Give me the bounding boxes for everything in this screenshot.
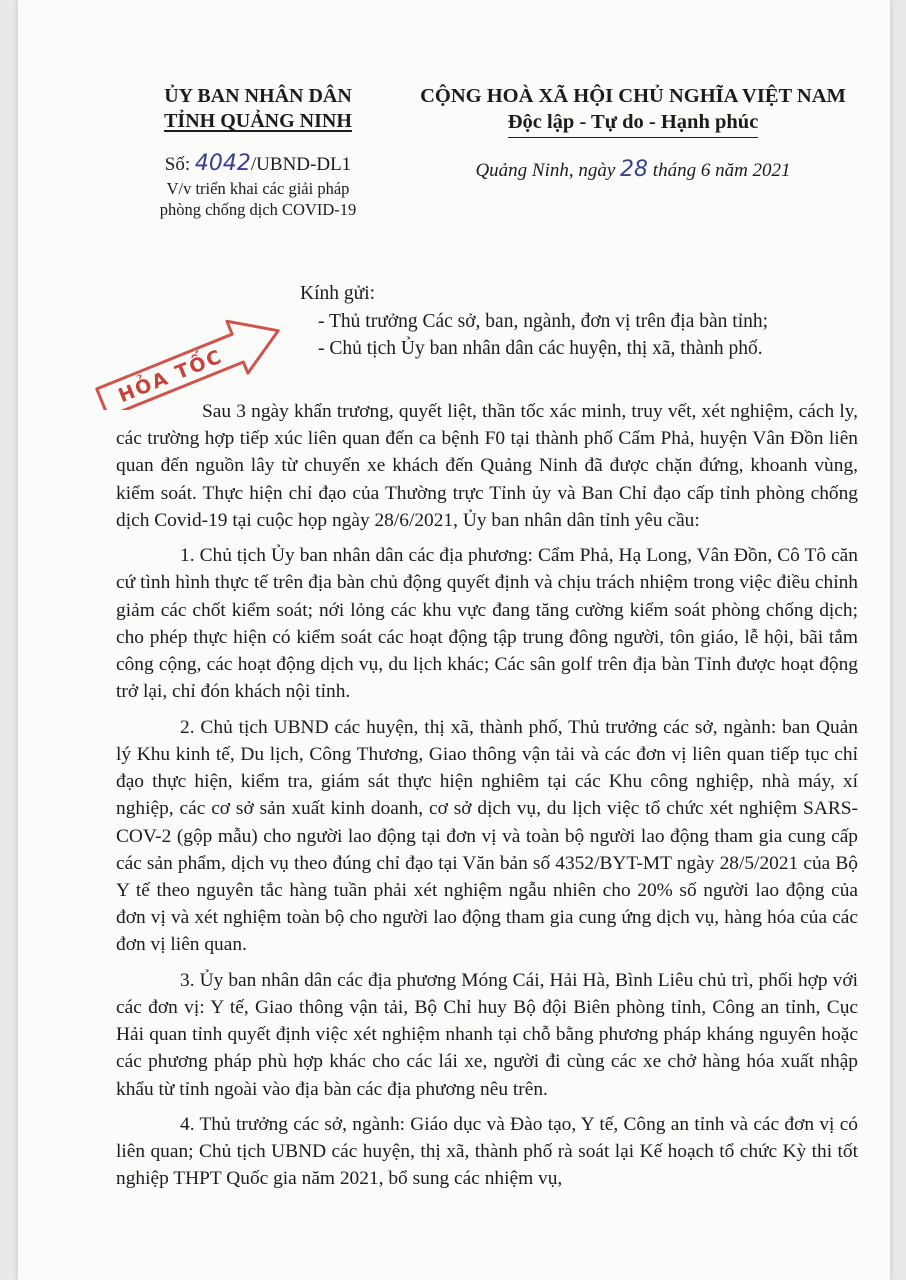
stamp-text: HỎA TỐC xyxy=(115,345,226,408)
issuing-agency-block xyxy=(138,84,378,220)
agency-name-line2 xyxy=(138,109,378,134)
agency-name-line2-text: TỈNH QUẢNG NINH xyxy=(164,110,352,132)
document-page xyxy=(18,0,890,1280)
doc-number-prefix: Số: xyxy=(164,154,195,175)
agency-name-line1: ỦY BAN NHÂN DÂN xyxy=(164,85,352,107)
date-suffix: tháng 6 năm 2021 xyxy=(648,160,791,182)
recipient-item: - Chủ tịch Ủy ban nhân dân các huyện, thị xã, thành phố. xyxy=(318,338,763,360)
body-paragraph-2: 2. Chủ tịch UBND các huyện, thị xã, thành phố, Thủ trưởng các sở, ngành: ban Quản lý Khu kinh tế, Du lịch, Công Thương, Giao thông vận tải và các đơn vị liên quan tiếp tục chỉ đạo thực hiện, kiểm tra, giám sát thực hiện nghiêm tại các Khu công nghiệp, nhà máy, xí nghiệp, các cơ sở sản xuất kinh doanh, cơ sở dịch vụ, du lịch việc tổ chức xét nghiệm SARS-COV-2 (gộp mẫu) cho người lao động tại đơn vị và toàn bộ người lao động tham gia cung cấp các sản phẩm, dịch vụ theo đúng chỉ đạo tại Văn bản số 4352/BYT-MT ngày 28/5/2021 của Bộ Y tế theo nguyên tắc hàng tuần phải xét nghiệm ngẫu nhiên cho 20% số người lao động của đơn vị và xét nghiệm toàn bộ cho người lao động tham gia cung ứng dịch vụ, hàng hóa của các đơn vị liên quan. xyxy=(116,716,858,956)
place-prefix: Quảng Ninh, ngày xyxy=(475,160,621,182)
doc-number-suffix: /UBND-DL1 xyxy=(250,154,352,175)
day-handwritten: 28 xyxy=(620,157,649,183)
national-motto: Độc lập - Tự do - Hạnh phúc xyxy=(508,110,759,139)
document-number xyxy=(138,150,378,178)
doc-number-handwritten: 4042 xyxy=(194,151,251,176)
recipients-block xyxy=(300,280,860,363)
recipients-label: Kính gửi: xyxy=(300,283,376,304)
body-paragraph-1: 1. Chủ tịch Ủy ban nhân dân các địa phương: Cẩm Phả, Hạ Long, Vân Đồn, Cô Tô căn cứ tình hình thực tế trên địa bàn chủ động quyết định và chịu trách nhiệm trong việc điều chỉnh giảm các chốt kiểm soát; nới lỏng các khu vực đang tăng cường kiểm soát phòng chống dịch; cho phép thực hiện có kiểm soát các hoạt động tập trung đông người, tôn giáo, lễ hội, bãi tắm công cộng, các hoạt động dịch vụ, du lịch khác; Các sân golf trên địa bàn Tỉnh được hoạt động trở lại, chỉ đón khách nội tỉnh. xyxy=(116,545,858,703)
body-paragraph-4: 4. Thủ trưởng các sở, ngành: Giáo dục và Đào tạo, Y tế, Công an tỉnh và các đơn vị có liên quan; Chủ tịch UBND các huyện, thị xã, thành phố rà soát lại Kế hoạch tổ chức Kỳ thi tốt nghiệp THPT Quốc gia năm 2021, bổ sung các nhiệm vụ, xyxy=(116,1113,858,1190)
nation-title: CỘNG HOÀ XÃ HỘI CHỦ NGHĨA VIỆT NAM xyxy=(420,85,846,107)
document-body xyxy=(116,398,858,1201)
urgent-stamp-icon xyxy=(68,300,288,410)
body-paragraph-3: 3. Ủy ban nhân dân các địa phương Móng Cái, Hải Hà, Bình Liêu chủ trì, phối hợp với các đơn vị: Y tế, Giao thông vận tải, Bộ Chỉ huy Bộ đội Biên phòng tỉnh, Công an tỉnh, Cục Hải quan tỉnh quyết định việc xét nghiệm nhanh tại chỗ bằng phương pháp kháng nguyên hoặc các phương pháp phù hợp khác cho các lái xe, người đi cùng các xe chở hàng hóa xuất nhập khẩu từ tỉnh ngoài vào địa bàn các địa phương nêu trên. xyxy=(116,969,858,1100)
subject-line1: V/v triển khai các giải pháp xyxy=(166,178,350,198)
national-header-block xyxy=(403,84,863,184)
recipient-item: - Thủ trưởng Các sở, ban, ngành, đơn vị trên địa bàn tỉnh; xyxy=(318,310,769,332)
subject-line2: phòng chống dịch COVID-19 xyxy=(159,199,357,219)
body-paragraph-intro: Sau 3 ngày khẩn trương, quyết liệt, thần tốc xác minh, truy vết, xét nghiệm, cách ly, các trường hợp tiếp xúc liên quan đến ca bệnh F0 tại thành phố Cẩm Phả, huyện Vân Đồn liên quan đến nguồn lây từ chuyến xe khách đến Quảng Ninh đã được chặn đứng, khoanh vùng, kiểm soát. Thực hiện chỉ đạo của Thường trực Tỉnh ủy và Ban Chỉ đạo cấp tỉnh phòng chống dịch Covid-19 tại cuộc họp ngày 28/6/2021, Ủy ban nhân dân tỉnh yêu cầu: xyxy=(116,401,858,531)
place-and-date xyxy=(403,156,863,184)
